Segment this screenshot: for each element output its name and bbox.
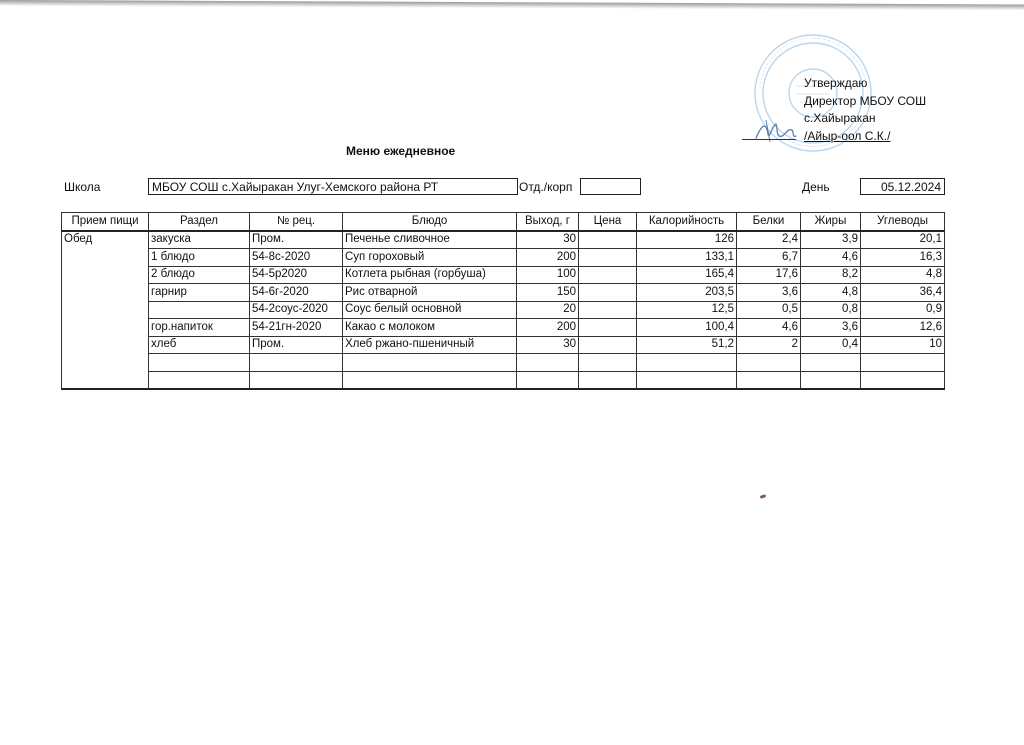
cell-meal	[62, 354, 149, 372]
cell-meal	[62, 336, 149, 354]
col-header-carbs: Углеводы	[861, 213, 945, 231]
cell-meal: Обед	[62, 231, 149, 249]
scan-speck	[760, 494, 767, 499]
cell-fat: 3,9	[801, 231, 861, 249]
cell-recipe	[250, 354, 343, 372]
cell-dish: Какао с молоком	[343, 319, 517, 337]
table-header-row	[62, 213, 945, 231]
cell-section: гарнир	[149, 284, 250, 302]
cell-section: 1 блюдо	[149, 249, 250, 267]
cell-calories: 12,5	[637, 301, 737, 319]
cell-fat	[801, 371, 861, 389]
cell-output: 150	[517, 284, 579, 302]
approval-line-village: с.Хайыракан	[804, 111, 876, 125]
cell-dish: Рис отварной	[343, 284, 517, 302]
cell-carbs	[861, 354, 945, 372]
cell-meal	[62, 249, 149, 267]
cell-carbs: 16,3	[861, 249, 945, 267]
page-title: Меню ежедневное	[346, 144, 456, 158]
cell-meal	[62, 301, 149, 319]
table-row	[62, 336, 945, 354]
cell-price	[579, 231, 637, 249]
approval-line-approve: Утверждаю	[804, 76, 868, 90]
cell-recipe: 54-5р2020	[250, 266, 343, 284]
cell-section: закуска	[149, 231, 250, 249]
cell-recipe: 54-2соус-2020	[250, 301, 343, 319]
cell-protein: 2,4	[737, 231, 801, 249]
cell-price	[579, 301, 637, 319]
col-header-fat: Жиры	[801, 213, 861, 231]
cell-output: 200	[517, 319, 579, 337]
cell-protein: 0,5	[737, 301, 801, 319]
cell-protein: 6,7	[737, 249, 801, 267]
cell-calories	[637, 354, 737, 372]
table-row	[62, 354, 945, 372]
cell-price	[579, 319, 637, 337]
cell-section: 2 блюдо	[149, 266, 250, 284]
cell-output: 30	[517, 231, 579, 249]
cell-dish: Котлета рыбная (горбуша)	[343, 266, 517, 284]
cell-dish	[343, 354, 517, 372]
approval-line-name: /Айыр-оол С.К./	[804, 128, 891, 143]
cell-calories: 100,4	[637, 319, 737, 337]
table-row	[62, 319, 945, 337]
cell-calories: 203,5	[637, 284, 737, 302]
cell-recipe: Пром.	[250, 231, 343, 249]
col-header-dish: Блюдо	[343, 213, 517, 231]
cell-meal	[62, 371, 149, 389]
cell-output: 20	[517, 301, 579, 319]
cell-price	[579, 249, 637, 267]
cell-carbs: 36,4	[861, 284, 945, 302]
cell-output: 30	[517, 336, 579, 354]
school-field: МБОУ СОШ с.Хайыракан Улуг-Хемского района РТ	[148, 178, 518, 195]
cell-recipe	[250, 371, 343, 389]
cell-protein: 2	[737, 336, 801, 354]
col-header-recipe: № рец.	[250, 213, 343, 231]
day-label: День	[802, 180, 830, 194]
cell-calories: 126	[637, 231, 737, 249]
cell-price	[579, 336, 637, 354]
cell-carbs	[861, 371, 945, 389]
cell-protein	[737, 354, 801, 372]
cell-section: гор.напиток	[149, 319, 250, 337]
approval-block	[804, 75, 926, 145]
cell-protein	[737, 371, 801, 389]
table-row	[62, 231, 945, 249]
cell-recipe: 54-21гн-2020	[250, 319, 343, 337]
cell-recipe: 54-6г-2020	[250, 284, 343, 302]
cell-section	[149, 371, 250, 389]
cell-output: 100	[517, 266, 579, 284]
cell-calories: 133,1	[637, 249, 737, 267]
cell-fat: 4,8	[801, 284, 861, 302]
signature-line	[742, 139, 796, 140]
cell-price	[579, 266, 637, 284]
cell-meal	[62, 284, 149, 302]
department-field	[580, 178, 641, 195]
cell-fat: 4,6	[801, 249, 861, 267]
table-row	[62, 266, 945, 284]
cell-meal	[62, 319, 149, 337]
col-header-price: Цена	[579, 213, 637, 231]
cell-output	[517, 371, 579, 389]
col-header-section: Раздел	[149, 213, 250, 231]
cell-fat: 3,6	[801, 319, 861, 337]
cell-calories: 165,4	[637, 266, 737, 284]
cell-dish: Соус белый основной	[343, 301, 517, 319]
cell-section: хлеб	[149, 336, 250, 354]
cell-protein: 17,6	[737, 266, 801, 284]
department-label: Отд./корп	[519, 180, 573, 194]
cell-fat: 8,2	[801, 266, 861, 284]
cell-output: 200	[517, 249, 579, 267]
cell-carbs: 10	[861, 336, 945, 354]
school-label: Школа	[64, 180, 101, 194]
cell-section	[149, 301, 250, 319]
cell-section	[149, 354, 250, 372]
table-row	[62, 249, 945, 267]
cell-dish	[343, 371, 517, 389]
cell-fat: 0,8	[801, 301, 861, 319]
cell-dish: Хлеб ржано-пшеничный	[343, 336, 517, 354]
cell-carbs: 0,9	[861, 301, 945, 319]
col-header-meal: Прием пищи	[62, 213, 149, 231]
director-signature	[752, 116, 800, 146]
cell-recipe: Пром.	[250, 336, 343, 354]
cell-recipe: 54-8с-2020	[250, 249, 343, 267]
cell-carbs: 12,6	[861, 319, 945, 337]
table-row	[62, 371, 945, 389]
cell-output	[517, 354, 579, 372]
cell-dish: Печенье сливочное	[343, 231, 517, 249]
cell-carbs: 20,1	[861, 231, 945, 249]
scan-edge	[0, 0, 1024, 10]
table-body	[62, 231, 945, 390]
cell-protein: 3,6	[737, 284, 801, 302]
col-header-protein: Белки	[737, 213, 801, 231]
day-field: 05.12.2024	[860, 178, 945, 195]
approval-line-position: Директор МБОУ СОШ	[804, 93, 927, 108]
col-header-output: Выход, г	[517, 213, 579, 231]
table-row	[62, 284, 945, 302]
table-row	[62, 301, 945, 319]
cell-meal	[62, 266, 149, 284]
cell-price	[579, 354, 637, 372]
col-header-calories: Калорийность	[637, 213, 737, 231]
cell-fat	[801, 354, 861, 372]
cell-fat: 0,4	[801, 336, 861, 354]
menu-table	[61, 212, 945, 390]
cell-price	[579, 284, 637, 302]
cell-price	[579, 371, 637, 389]
cell-protein: 4,6	[737, 319, 801, 337]
cell-calories	[637, 371, 737, 389]
cell-dish: Суп гороховый	[343, 249, 517, 267]
cell-calories: 51,2	[637, 336, 737, 354]
cell-carbs: 4,8	[861, 266, 945, 284]
